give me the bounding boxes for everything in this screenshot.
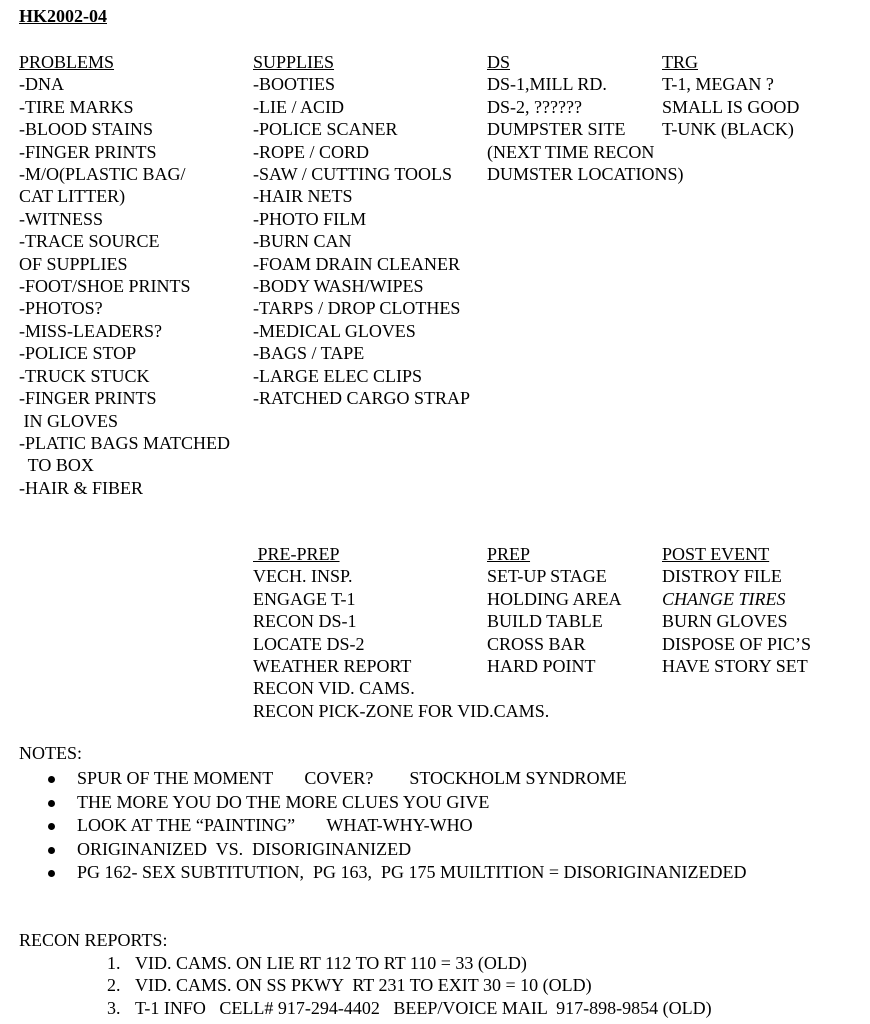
- recon-item: [107, 974, 712, 996]
- list-item: SMALL IS GOOD: [662, 96, 800, 117]
- list-item: SET-UP STAGE: [487, 566, 607, 587]
- column-heading-problems: PROBLEMS: [19, 52, 115, 72]
- note-text: THE MORE YOU DO THE MORE CLUES YOU GIVE: [77, 791, 490, 812]
- list-item: -BURN CAN: [253, 231, 352, 252]
- list-item: CAT LITTER): [19, 186, 126, 207]
- list-item: HAVE STORY SET: [662, 656, 808, 677]
- column-ds: [487, 51, 684, 185]
- column-heading-pre-prep: PRE-PREP: [253, 544, 340, 564]
- notes-list: [48, 767, 746, 885]
- list-item: DUMSTER LOCATIONS): [487, 164, 684, 185]
- note-text: SPUR OF THE MOMENT COVER? STOCKHOLM SYNDROME: [77, 768, 627, 788]
- column-heading-post-event: POST EVENT: [662, 544, 770, 564]
- list-item: BURN GLOVES: [662, 611, 788, 632]
- list-item: -PHOTO FILM: [253, 208, 367, 229]
- list-item: DS-2, ??????: [487, 96, 582, 117]
- list-item: -MEDICAL GLOVES: [253, 320, 416, 341]
- list-item: IN GLOVES: [19, 410, 118, 431]
- list-item: HOLDING AREA: [487, 588, 622, 609]
- recon-reports-label: RECON REPORTS:: [19, 930, 168, 950]
- bullet-icon: [48, 823, 55, 830]
- recon-reports-list: [107, 952, 712, 1019]
- list-item: T-1, MEGAN ?: [662, 74, 774, 95]
- bullet-icon: [48, 800, 55, 807]
- note-text: LOOK AT THE “PAINTING” WHAT-WHY-WHO: [77, 815, 473, 835]
- list-item: -POLICE STOP: [19, 343, 137, 364]
- list-supplies: [253, 73, 470, 409]
- note-item: [48, 861, 746, 885]
- notes-label: NOTES:: [19, 743, 82, 763]
- list-item: OF SUPPLIES: [19, 253, 128, 274]
- column-heading-ds: DS: [487, 52, 511, 72]
- list-item: RECON PICK-ZONE FOR VID.CAMS.: [253, 700, 550, 721]
- list-item: VECH. INSP.: [253, 566, 353, 587]
- list-item: -BLOOD STAINS: [19, 119, 154, 140]
- recon-item-text: VID. CAMS. ON SS PKWY RT 231 TO EXIT 30 = 10 (OLD): [135, 975, 592, 996]
- list-item: -HAIR & FIBER: [19, 477, 144, 498]
- list-item: CHANGE TIRES: [662, 588, 786, 609]
- list-item: -RATCHED CARGO STRAP: [253, 388, 471, 409]
- list-item: -FINGER PRINTS: [19, 141, 157, 162]
- column-prep: [487, 543, 622, 677]
- list-item: -BODY WASH/WIPES: [253, 276, 424, 297]
- list-item: -DNA: [19, 74, 64, 95]
- recon-item-number: 1.: [107, 953, 121, 973]
- recon-item-number: 2.: [107, 975, 121, 996]
- list-prep: [487, 565, 622, 677]
- list-item: BUILD TABLE: [487, 611, 603, 632]
- list-item: -WITNESS: [19, 208, 103, 229]
- list-item: -POLICE SCANER: [253, 119, 398, 140]
- list-item: -ROPE / CORD: [253, 141, 370, 162]
- list-item: -FINGER PRINTS: [19, 388, 157, 409]
- list-item: -TIRE MARKS: [19, 96, 134, 117]
- list-item: DUMPSTER SITE: [487, 119, 626, 140]
- recon-item: [107, 952, 712, 974]
- note-item: [48, 767, 746, 791]
- list-item: DS-1,MILL RD.: [487, 74, 607, 95]
- list-item: DISTROY FILE: [662, 566, 782, 587]
- list-item: LOCATE DS-2: [253, 633, 365, 654]
- list-item: -BAGS / TAPE: [253, 343, 365, 364]
- list-item: -LARGE ELEC CLIPS: [253, 365, 422, 386]
- column-post-event: [662, 543, 811, 677]
- recon-item: [107, 997, 712, 1019]
- list-item: -TRACE SOURCE: [19, 231, 160, 252]
- list-item: -PHOTOS?: [19, 298, 103, 319]
- note-text: ORIGINANIZED VS. DISORIGINANIZED: [77, 838, 412, 859]
- list-item: RECON DS-1: [253, 611, 357, 632]
- list-item: -TARPS / DROP CLOTHES: [253, 298, 461, 319]
- list-item: -M/O(PLASTIC BAG/: [19, 164, 186, 185]
- list-item: WEATHER REPORT: [253, 656, 412, 677]
- list-item: -MISS-LEADERS?: [19, 320, 162, 341]
- column-heading-supplies: SUPPLIES: [253, 52, 335, 72]
- bullet-icon: [48, 847, 55, 854]
- list-post-event: [662, 565, 811, 677]
- note-item: [48, 838, 746, 862]
- list-item: -PLATIC BAGS MATCHED: [19, 432, 231, 453]
- bullet-icon: [48, 870, 55, 877]
- bullet-icon: [48, 776, 55, 783]
- list-item: DISPOSE OF PIC’S: [662, 633, 812, 654]
- list-item: -SAW / CUTTING TOOLS: [253, 164, 453, 185]
- list-item: -HAIR NETS: [253, 186, 353, 207]
- column-heading-trg: TRG: [662, 52, 698, 72]
- recon-item-text: T-1 INFO CELL# 917-294-4402 BEEP/VOICE MAIL 917-898-9854 (OLD): [135, 997, 712, 1018]
- recon-item-text: VID. CAMS. ON LIE RT 112 TO RT 110 = 33 (OLD): [135, 953, 527, 973]
- list-item: RECON VID. CAMS.: [253, 678, 415, 699]
- list-item: ENGAGE T-1: [253, 588, 356, 609]
- column-heading-prep: PREP: [487, 544, 531, 564]
- list-item: -FOAM DRAIN CLEANER: [253, 253, 460, 274]
- recon-item-number: 3.: [107, 997, 121, 1018]
- list-ds: [487, 73, 684, 185]
- column-supplies: [253, 51, 470, 410]
- list-item: -FOOT/SHOE PRINTS: [19, 276, 191, 297]
- list-item: -BOOTIES: [253, 74, 335, 95]
- list-trg: [662, 73, 799, 140]
- list-item: CROSS BAR: [487, 633, 586, 654]
- list-item: -TRUCK STUCK: [19, 365, 150, 386]
- list-item: HARD POINT: [487, 656, 596, 677]
- list-item: T-UNK (BLACK): [662, 119, 794, 140]
- note-item: [48, 814, 746, 838]
- list-item: TO BOX: [19, 455, 94, 476]
- list-item: -LIE / ACID: [253, 96, 344, 117]
- document-title: HK2002-04: [19, 6, 107, 26]
- list-problems: [19, 73, 230, 499]
- note-item: [48, 791, 746, 815]
- column-trg: [662, 51, 799, 141]
- column-problems: [19, 51, 230, 499]
- list-item: (NEXT TIME RECON: [487, 141, 655, 162]
- note-text: PG 162- SEX SUBTITUTION, PG 163, PG 175 MUILTITION = DISORIGINANIZEDED: [77, 862, 747, 882]
